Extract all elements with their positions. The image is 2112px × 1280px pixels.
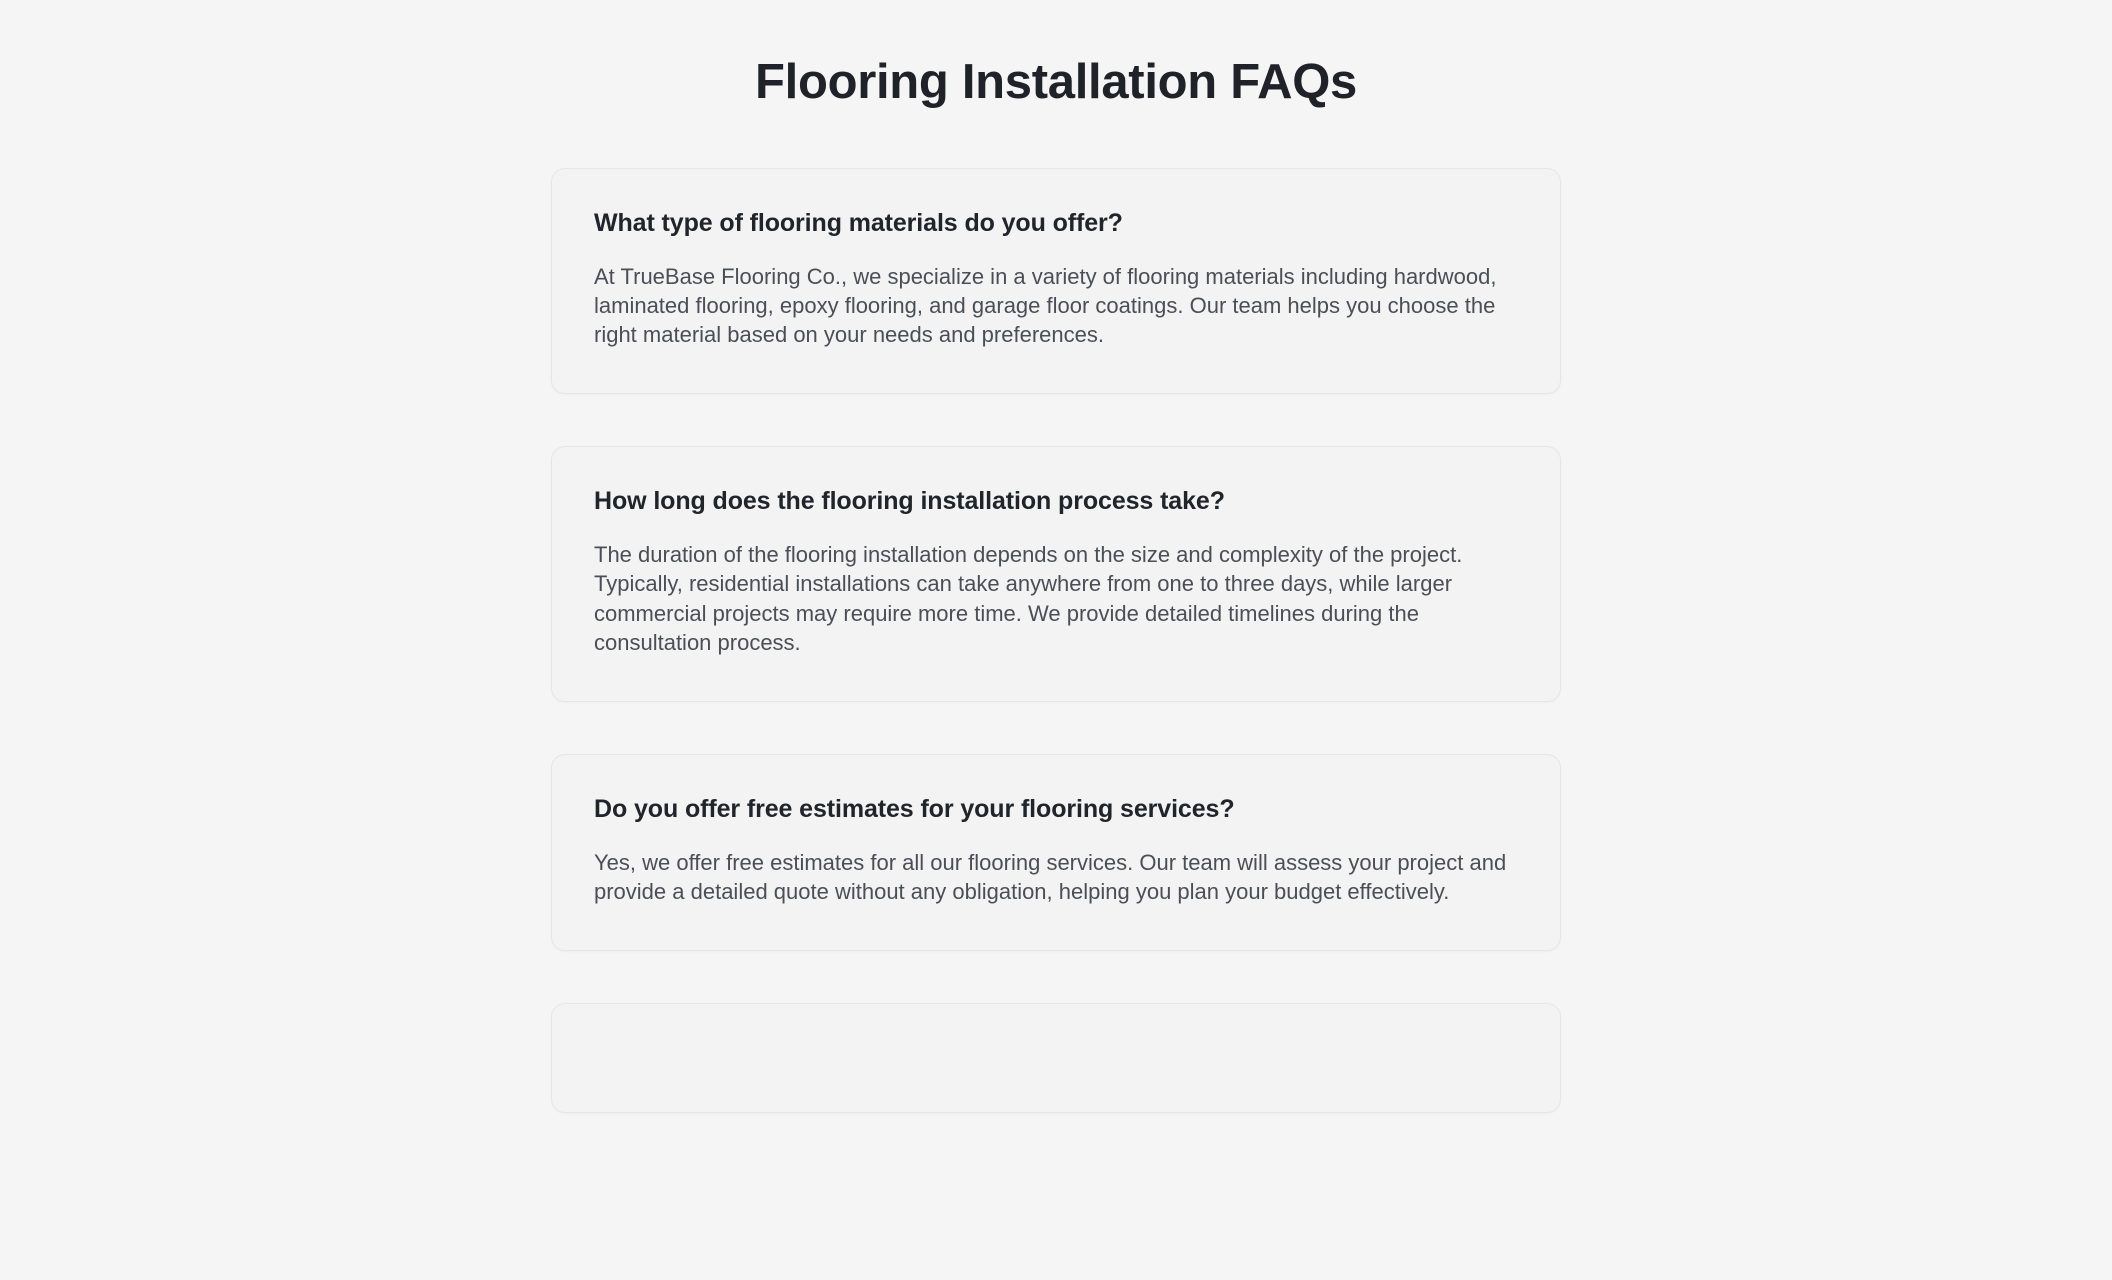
faq-item[interactable] (551, 168, 1561, 394)
page-title: Flooring Installation FAQs (755, 55, 1357, 109)
faq-item[interactable] (551, 1003, 1561, 1113)
faq-item[interactable] (551, 446, 1561, 701)
faq-list (551, 168, 1561, 1112)
faq-answer: The duration of the flooring installation depends on the size and complexity of the project. Typically, residential installations can take anywhere from one to three days, while larger commercial projects may require more time. We provide detailed timelines during the consultation process. (594, 542, 1463, 655)
faq-item[interactable] (551, 754, 1561, 951)
faq-question: Do you offer free estimates for your flooring services? (594, 794, 1235, 823)
faq-answer: Yes, we offer free estimates for all our flooring services. Our team will assess your project and provide a detailed quote without any obligation, helping you plan your budget effectively. (594, 849, 1507, 904)
faq-question: What type of flooring materials do you offer? (594, 209, 1123, 238)
faq-answer: At TrueBase Flooring Co., we specialize in a variety of flooring materials including hardwood, laminated flooring, epoxy flooring, and garage floor coatings. Our team helps you choose the right material based on your needs and preferences. (594, 264, 1497, 348)
faq-question: How long does the flooring installation process take? (594, 487, 1225, 516)
